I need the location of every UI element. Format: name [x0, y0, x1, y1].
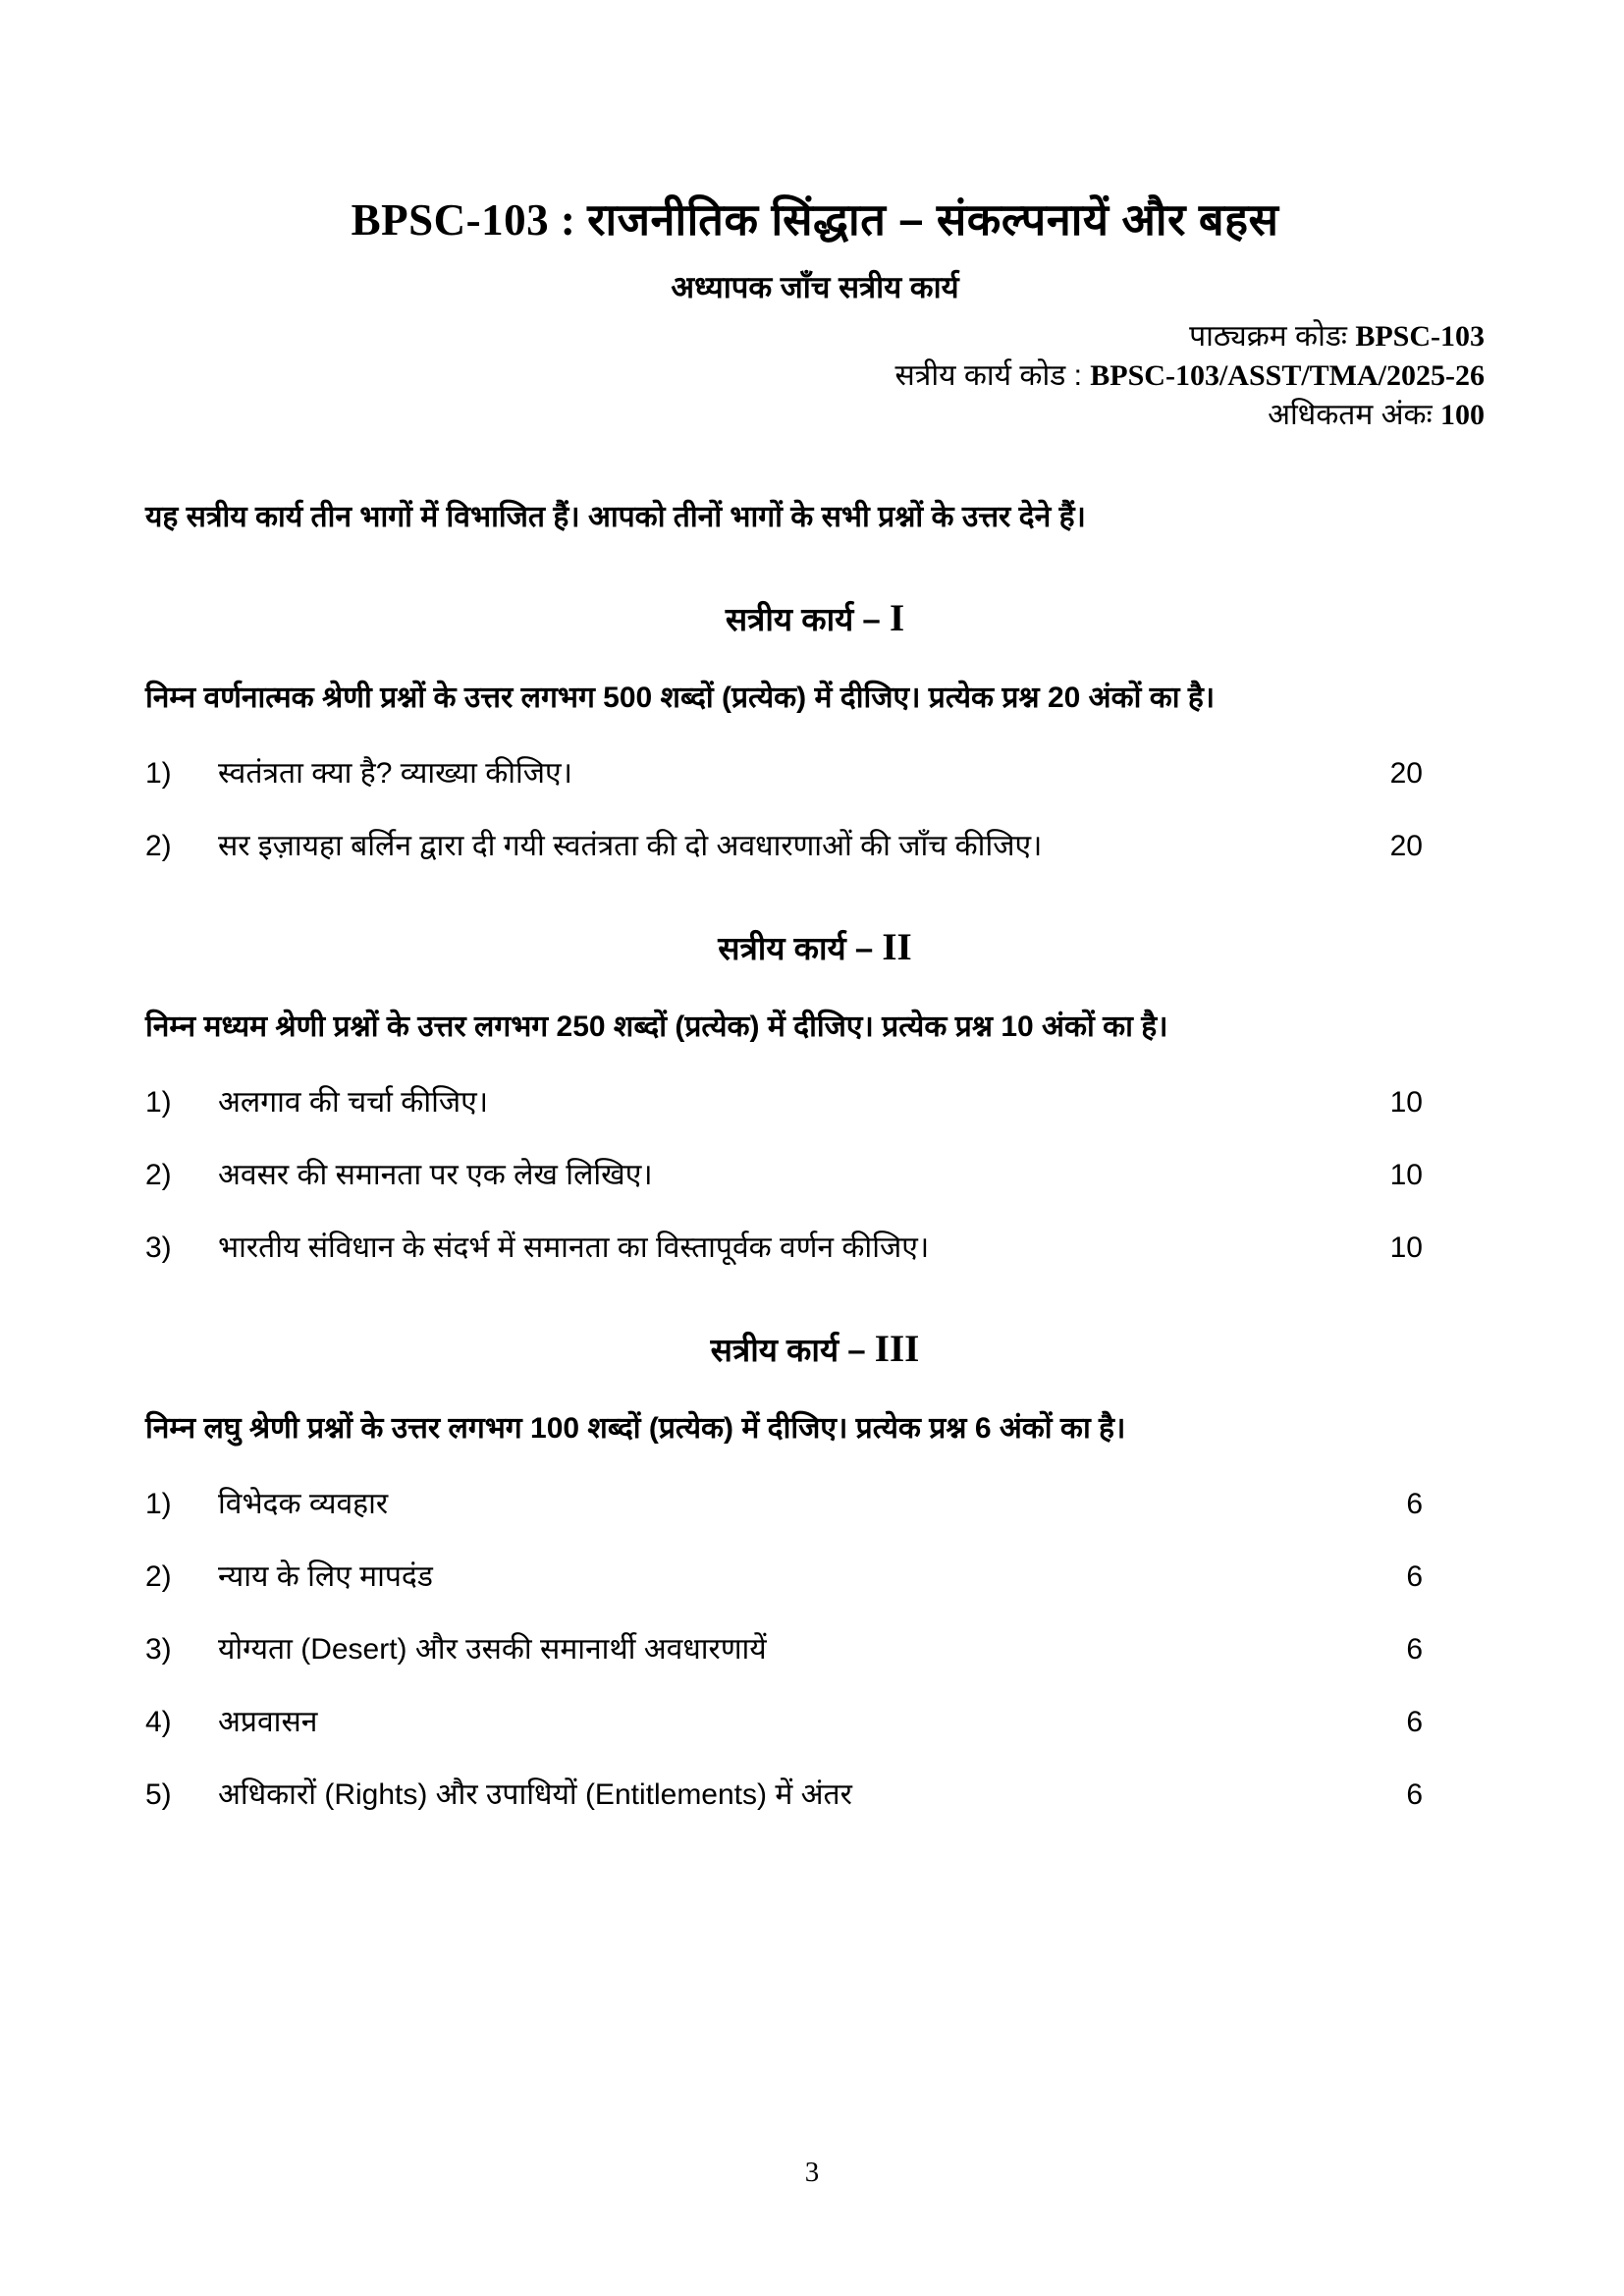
- max-marks-label: अधिकतम अंकः: [1268, 399, 1440, 432]
- question-text: योग्यता (Desert) और उसकी समानार्थी अवधारणायें: [218, 1632, 767, 1666]
- question-row: [145, 751, 1485, 795]
- section-3-instruction: निम्न लघु श्रेणी प्रश्नों के उत्तर लगभग 100 शब्दों (प्रत्येक) में दीजिए। प्रत्येक प्रश्न 6 अंकों का है।: [145, 1411, 1126, 1445]
- question-marks: 6: [1406, 1632, 1423, 1666]
- question-text: सर इज़ायहा बर्लिन द्वारा दी गयी स्वतंत्रता की दो अवधारणाओं की जाँच कीजिए।: [218, 829, 1043, 862]
- page-content: [0, 189, 1624, 1817]
- question-marks: 6: [1406, 1777, 1423, 1811]
- question-number: 2): [145, 1559, 172, 1593]
- section-1: [145, 596, 1485, 868]
- assignment-code-label: सत्रीय कार्य कोड :: [894, 359, 1091, 393]
- question-number: 1): [145, 756, 172, 790]
- question-text: अधिकारों (Rights) और उपाधियों (Entitlements) में अंतर: [218, 1777, 852, 1811]
- section-1-heading: [145, 596, 1485, 640]
- section-2: [145, 925, 1485, 1270]
- section-3-heading: [145, 1327, 1485, 1371]
- section-1-instruction: निम्न वर्णनात्मक श्रेणी प्रश्नों के उत्तर लगभग 500 शब्दों (प्रत्येक) में दीजिए। प्रत्येक प्रश्न 20 अंकों का है।: [145, 681, 1216, 714]
- question-text: भारतीय संविधान के संदर्भ में समानता का विस्तापूर्वक वर्णन कीजिए।: [218, 1230, 930, 1264]
- question-marks: 6: [1406, 1705, 1423, 1738]
- question-marks: 10: [1389, 1230, 1423, 1264]
- question-number: 3): [145, 1632, 172, 1666]
- question-row: [145, 1700, 1485, 1744]
- section-2-instruction: निम्न मध्यम श्रेणी प्रश्नों के उत्तर लगभग 250 शब्दों (प्रत्येक) में दीजिए। प्रत्येक प्रश्न 10 अंकों का है।: [145, 1010, 1168, 1043]
- section-1-heading-roman: I: [889, 596, 905, 639]
- course-name-title: राजनीतिक सिंद्धात – संकल्पनायें और बहस: [587, 194, 1279, 245]
- question-number: 3): [145, 1230, 172, 1264]
- assignment-code-line: [145, 356, 1485, 396]
- intro-paragraph: यह सत्रीय कार्य तीन भागों में विभाजित हैं। आपको तीनों भागों के सभी प्रश्नों के उत्तर देने हैं।: [145, 500, 1086, 533]
- question-text: अवसर की समानता पर एक लेख लिखिए।: [218, 1158, 653, 1191]
- section-2-heading: [145, 925, 1485, 969]
- section-2-heading-roman: II: [882, 925, 912, 968]
- question-text: अलगाव की चर्चा कीजिए।: [218, 1085, 489, 1119]
- question-text: अप्रवासन: [218, 1705, 318, 1738]
- question-marks: 20: [1389, 756, 1423, 790]
- question-marks: 6: [1406, 1559, 1423, 1593]
- course-code-label: पाठ्यक्रम कोडः: [1189, 320, 1356, 353]
- section-2-questions: [145, 1080, 1485, 1270]
- page-title: [145, 189, 1485, 248]
- section-1-heading-text: सत्रीय कार्य –: [725, 600, 890, 637]
- section-2-heading-text: सत्रीय कार्य –: [718, 929, 883, 966]
- course-code-value: BPSC-103: [1355, 320, 1485, 353]
- question-text: न्याय के लिए मापदंड: [218, 1559, 433, 1593]
- course-code-line: [145, 317, 1485, 356]
- question-row: [145, 1555, 1485, 1599]
- question-row: [145, 824, 1485, 868]
- page-number: 3: [804, 2157, 820, 2188]
- question-row: [145, 1627, 1485, 1671]
- question-number: 2): [145, 829, 172, 862]
- question-row: [145, 1226, 1485, 1270]
- question-marks: 6: [1406, 1487, 1423, 1520]
- question-marks: 10: [1389, 1085, 1423, 1119]
- question-number: 1): [145, 1487, 172, 1520]
- question-number: 1): [145, 1085, 172, 1119]
- max-marks-value: 100: [1440, 399, 1485, 432]
- assignment-subtitle: अध्यापक जाँच सत्रीय कार्य: [671, 270, 959, 304]
- question-row: [145, 1482, 1485, 1526]
- question-row: [145, 1080, 1485, 1124]
- course-code-title: BPSC-103 :: [351, 195, 588, 245]
- question-text: स्वतंत्रता क्या है? व्याख्या कीजिए।: [218, 756, 573, 790]
- info-block: [145, 317, 1485, 436]
- section-3: [145, 1327, 1485, 1817]
- section-1-questions: [145, 751, 1485, 868]
- question-marks: 10: [1389, 1158, 1423, 1191]
- question-text: विभेदक व्यवहार: [218, 1487, 389, 1520]
- question-row: [145, 1773, 1485, 1817]
- section-3-heading-roman: III: [874, 1327, 920, 1370]
- question-number: 4): [145, 1705, 172, 1738]
- question-number: 5): [145, 1777, 172, 1811]
- section-3-heading-text: सत्रीय कार्य –: [710, 1331, 875, 1368]
- question-row: [145, 1153, 1485, 1197]
- section-3-questions: [145, 1482, 1485, 1817]
- assignment-code-value: BPSC-103/ASST/TMA/2025-26: [1090, 359, 1485, 393]
- question-number: 2): [145, 1158, 172, 1191]
- question-marks: 20: [1389, 829, 1423, 862]
- max-marks-line: [145, 396, 1485, 435]
